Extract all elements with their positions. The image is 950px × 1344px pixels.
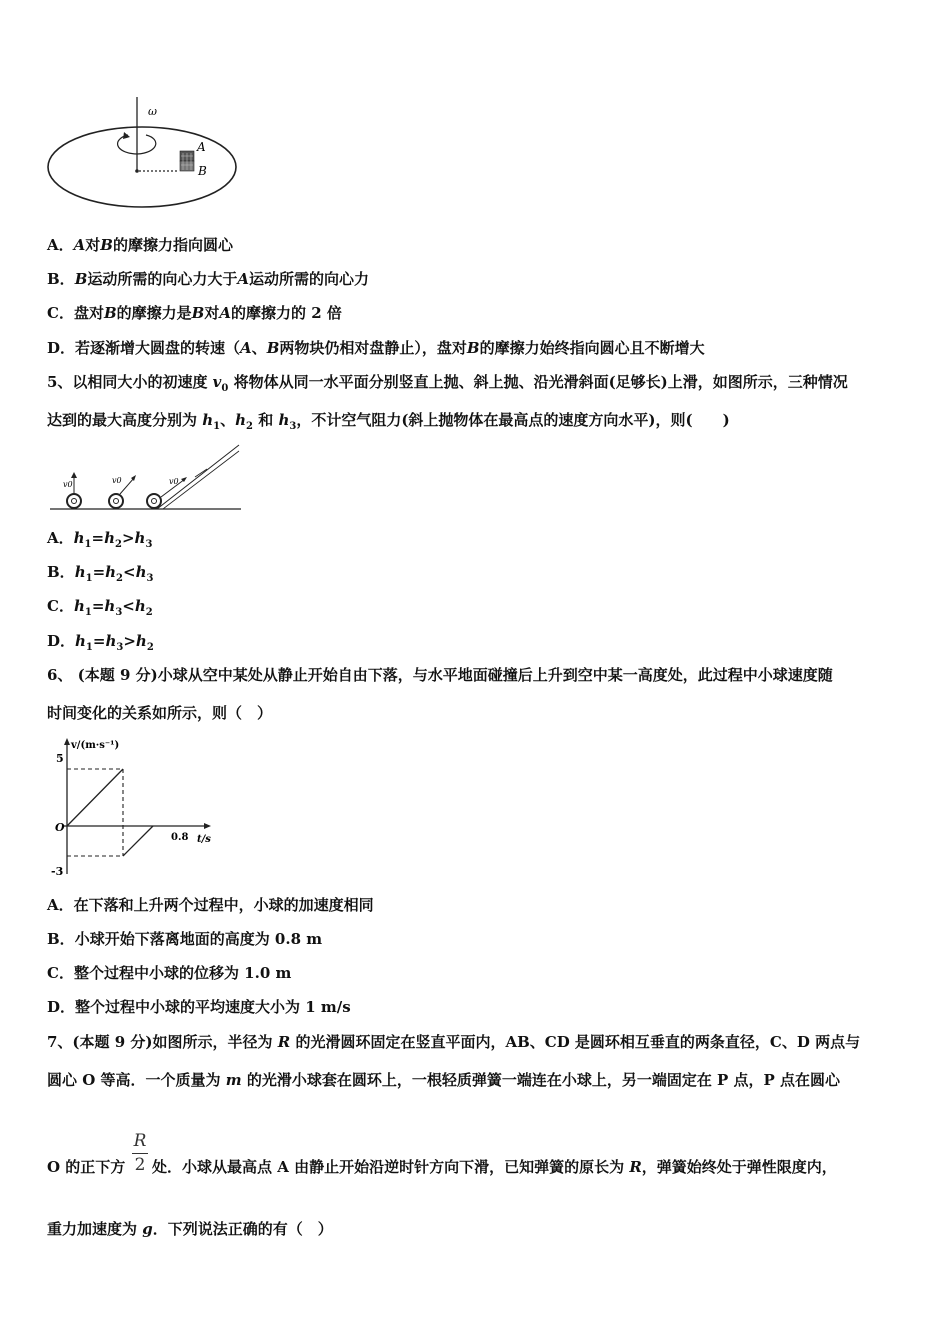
text-run: h (278, 411, 290, 429)
text-run: A (240, 339, 252, 357)
fraction-denominator: 2 (134, 1155, 146, 1175)
y-bottom-tick: -3 (51, 865, 64, 878)
text-run: 2 (146, 642, 154, 653)
text-run: B (466, 339, 480, 357)
text-run: 1 (84, 607, 92, 618)
text-run: R (277, 1033, 291, 1051)
option-key: B． (47, 563, 75, 581)
q4-option-a (47, 235, 233, 255)
q6-option-a-key: A． (47, 896, 74, 914)
text-run: 和 (253, 411, 279, 429)
rise-segment (123, 826, 153, 856)
text-run: 处．小球从最高点 A 由静止开始沿逆时针方向下滑，已知弹簧的原长为 (152, 1158, 630, 1176)
text-run: 0 (221, 383, 229, 394)
q6-option-b (47, 929, 322, 949)
q5-option-c (47, 596, 153, 623)
figure-vt-graph (47, 736, 222, 881)
text-run: h (135, 563, 147, 581)
q5-stem-line1 (47, 372, 848, 399)
q6-option-b-text: 小球开始下落离地面的高度为 0.8 m (74, 930, 323, 948)
text-run: 2 (115, 539, 122, 550)
option-key: D． (47, 339, 76, 357)
text-run: h (105, 563, 117, 581)
text-run: R (629, 1158, 642, 1176)
ball-oblique (109, 494, 123, 508)
text-run: > (121, 529, 135, 547)
option-key: A． (47, 529, 74, 547)
text-run: A (73, 236, 86, 254)
text-run: 对 (85, 236, 101, 254)
text-run: h (104, 597, 116, 615)
text-run: 的摩擦力是 (116, 304, 192, 322)
q6-stem-line1: 6、 (本题 9 分)小球从空中某处从静止开始自由下落，与水平地面碰撞后上升到空中某一高度处，此过程中小球速度随 (47, 666, 833, 684)
text-run: g (142, 1220, 153, 1238)
text-run: B (74, 270, 88, 288)
text-run: h (134, 597, 146, 615)
text-run: 1 (213, 421, 221, 432)
option-key: B． (47, 270, 75, 288)
ball-incline (147, 494, 161, 508)
v0-label-2: v0 (112, 476, 122, 485)
q6-stem-line2: 时间变化的关系如所示，则（ ） (47, 704, 273, 722)
text-run: 5、以相同大小的初速度 (47, 373, 213, 391)
text-run: ，弹簧始终处于弹性限度内， (641, 1158, 837, 1176)
text-run: > (123, 632, 136, 650)
text-run: 3 (116, 642, 124, 653)
text-run: 盘对 (73, 304, 104, 322)
text-run: A (237, 270, 250, 288)
q5-option-a (47, 528, 152, 555)
text-run: h (105, 632, 117, 650)
text-run: 7、(本题 9 分)如图所示，半径为 (47, 1033, 278, 1051)
q4-option-c (47, 303, 342, 323)
text-run: 、 (220, 411, 236, 429)
text-run: B (103, 304, 117, 322)
q6-option-c-key: C． (47, 964, 74, 982)
q7-stem-line4 (47, 1219, 333, 1239)
q4-option-d (47, 338, 705, 358)
text-run: h (73, 529, 85, 547)
option-key: D． (47, 632, 76, 650)
text-run: h (75, 632, 86, 650)
text-run: h (73, 597, 85, 615)
fraction-r-over-2 (131, 1131, 149, 1175)
text-run: v (212, 373, 222, 391)
text-run: 2 (116, 573, 124, 584)
text-run: 运动所需的向心力 (249, 270, 370, 288)
text-run: 3 (146, 573, 154, 584)
q7-stem-line1 (47, 1032, 860, 1052)
text-run: h (235, 411, 247, 429)
text-run: B (100, 236, 113, 254)
omega-label: ω (148, 105, 157, 118)
text-run: 1 (84, 539, 92, 550)
text-run: = (91, 529, 105, 547)
q6-option-d (47, 997, 351, 1017)
x-tick: 0.8 (171, 832, 189, 843)
x-axis-label: t/s (197, 834, 211, 845)
q6-option-c (47, 963, 291, 983)
q7-stem-line3-start: O 的正下方 (47, 1158, 126, 1176)
q5-option-d (47, 631, 154, 658)
text-run: 圆心 O 等高．一个质量为 (47, 1071, 226, 1089)
q7-stem-line2 (47, 1070, 840, 1090)
text-run: 1 (85, 573, 93, 584)
q6-option-a (47, 895, 374, 915)
option-key: A． (47, 236, 74, 254)
text-run: 两物块仍相对盘静止），盘对 (279, 339, 467, 357)
q7-stem-line3-end (152, 1157, 837, 1177)
q6-option-a-text: 在下落和上升两个过程中，小球的加速度相同 (73, 896, 374, 914)
text-run: 达到的最大高度分别为 (47, 411, 203, 429)
text-run: A (219, 304, 232, 322)
block-b-label: B (198, 164, 207, 178)
disk-ellipse (48, 127, 236, 207)
text-run: 将物体从同一水平面分别竖直上抛、斜上抛、沿光滑斜面(足够长)上滑，如图所示，三种情况 (228, 373, 848, 391)
figure-rotating-disk (40, 95, 245, 215)
q5-stem-line2 (47, 410, 730, 437)
q4-option-b (47, 269, 369, 289)
text-run: 3 (289, 421, 297, 432)
figure-three-launches (47, 443, 247, 513)
q6-option-c-text: 整个过程中小球的位移为 1.0 m (73, 964, 292, 982)
text-run: m (225, 1071, 242, 1089)
y-axis-label: v/(m·s⁻¹) (71, 740, 120, 751)
fall-segment (67, 769, 123, 826)
text-run: B (191, 304, 205, 322)
text-run: h (135, 632, 147, 650)
text-run: 的摩擦力指向圆心 (112, 236, 233, 254)
text-run: 的光滑圆环固定在竖直平面内，AB、CD 是圆环相互垂直的两条直径，C、D 两点与 (290, 1033, 861, 1051)
text-run: 对 (204, 304, 220, 322)
q6-option-b-key: B． (47, 930, 75, 948)
option-key: C． (47, 304, 74, 322)
text-run: 若逐渐增大圆盘的转速（ (75, 339, 241, 357)
text-run: < (122, 597, 135, 615)
text-run: 1 (85, 642, 93, 653)
v0-label-1: v0 (63, 480, 73, 489)
q6-option-d-key: D． (47, 998, 76, 1016)
text-run: B (266, 339, 280, 357)
y-top-tick: 5 (56, 752, 64, 765)
text-run: < (123, 563, 136, 581)
text-run: h (104, 529, 115, 547)
text-run: = (92, 632, 106, 650)
fraction-numerator: R (133, 1131, 147, 1151)
text-run: h (134, 529, 146, 547)
block-a-label: A (197, 140, 206, 154)
text-run: ．下列说法正确的有（ ） (152, 1220, 333, 1238)
text-run: h (202, 411, 214, 429)
text-run: 2 (145, 607, 153, 618)
text-run: 的摩擦力始终指向圆心且不断增大 (479, 339, 705, 357)
text-run: 3 (145, 539, 153, 550)
text-run: 的摩擦力的 2 倍 (231, 304, 342, 322)
text-run: 运动所需的向心力大于 (87, 270, 238, 288)
text-run: h (74, 563, 86, 581)
origin-label: O (55, 821, 65, 834)
text-run: = (92, 563, 106, 581)
text-run: 的光滑小球套在圆环上，一根轻质弹簧一端连在小球上，另一端固定在 P 点，P 点在圆心 (241, 1071, 841, 1089)
text-run: 2 (246, 421, 253, 432)
v0-label-3: v0 (169, 477, 179, 486)
ball-vertical (67, 494, 81, 508)
text-run: 、 (251, 339, 267, 357)
text-run: = (91, 597, 105, 615)
text-run: 重力加速度为 (47, 1220, 143, 1238)
text-run: 3 (115, 607, 123, 618)
option-key: C． (47, 597, 74, 615)
text-run: ，不计空气阻力(斜上抛物体在最高点的速度方向水平)，则( ) (296, 411, 730, 429)
q5-option-b (47, 562, 153, 589)
q6-option-d-text: 整个过程中小球的平均速度大小为 1 m/s (75, 998, 351, 1016)
